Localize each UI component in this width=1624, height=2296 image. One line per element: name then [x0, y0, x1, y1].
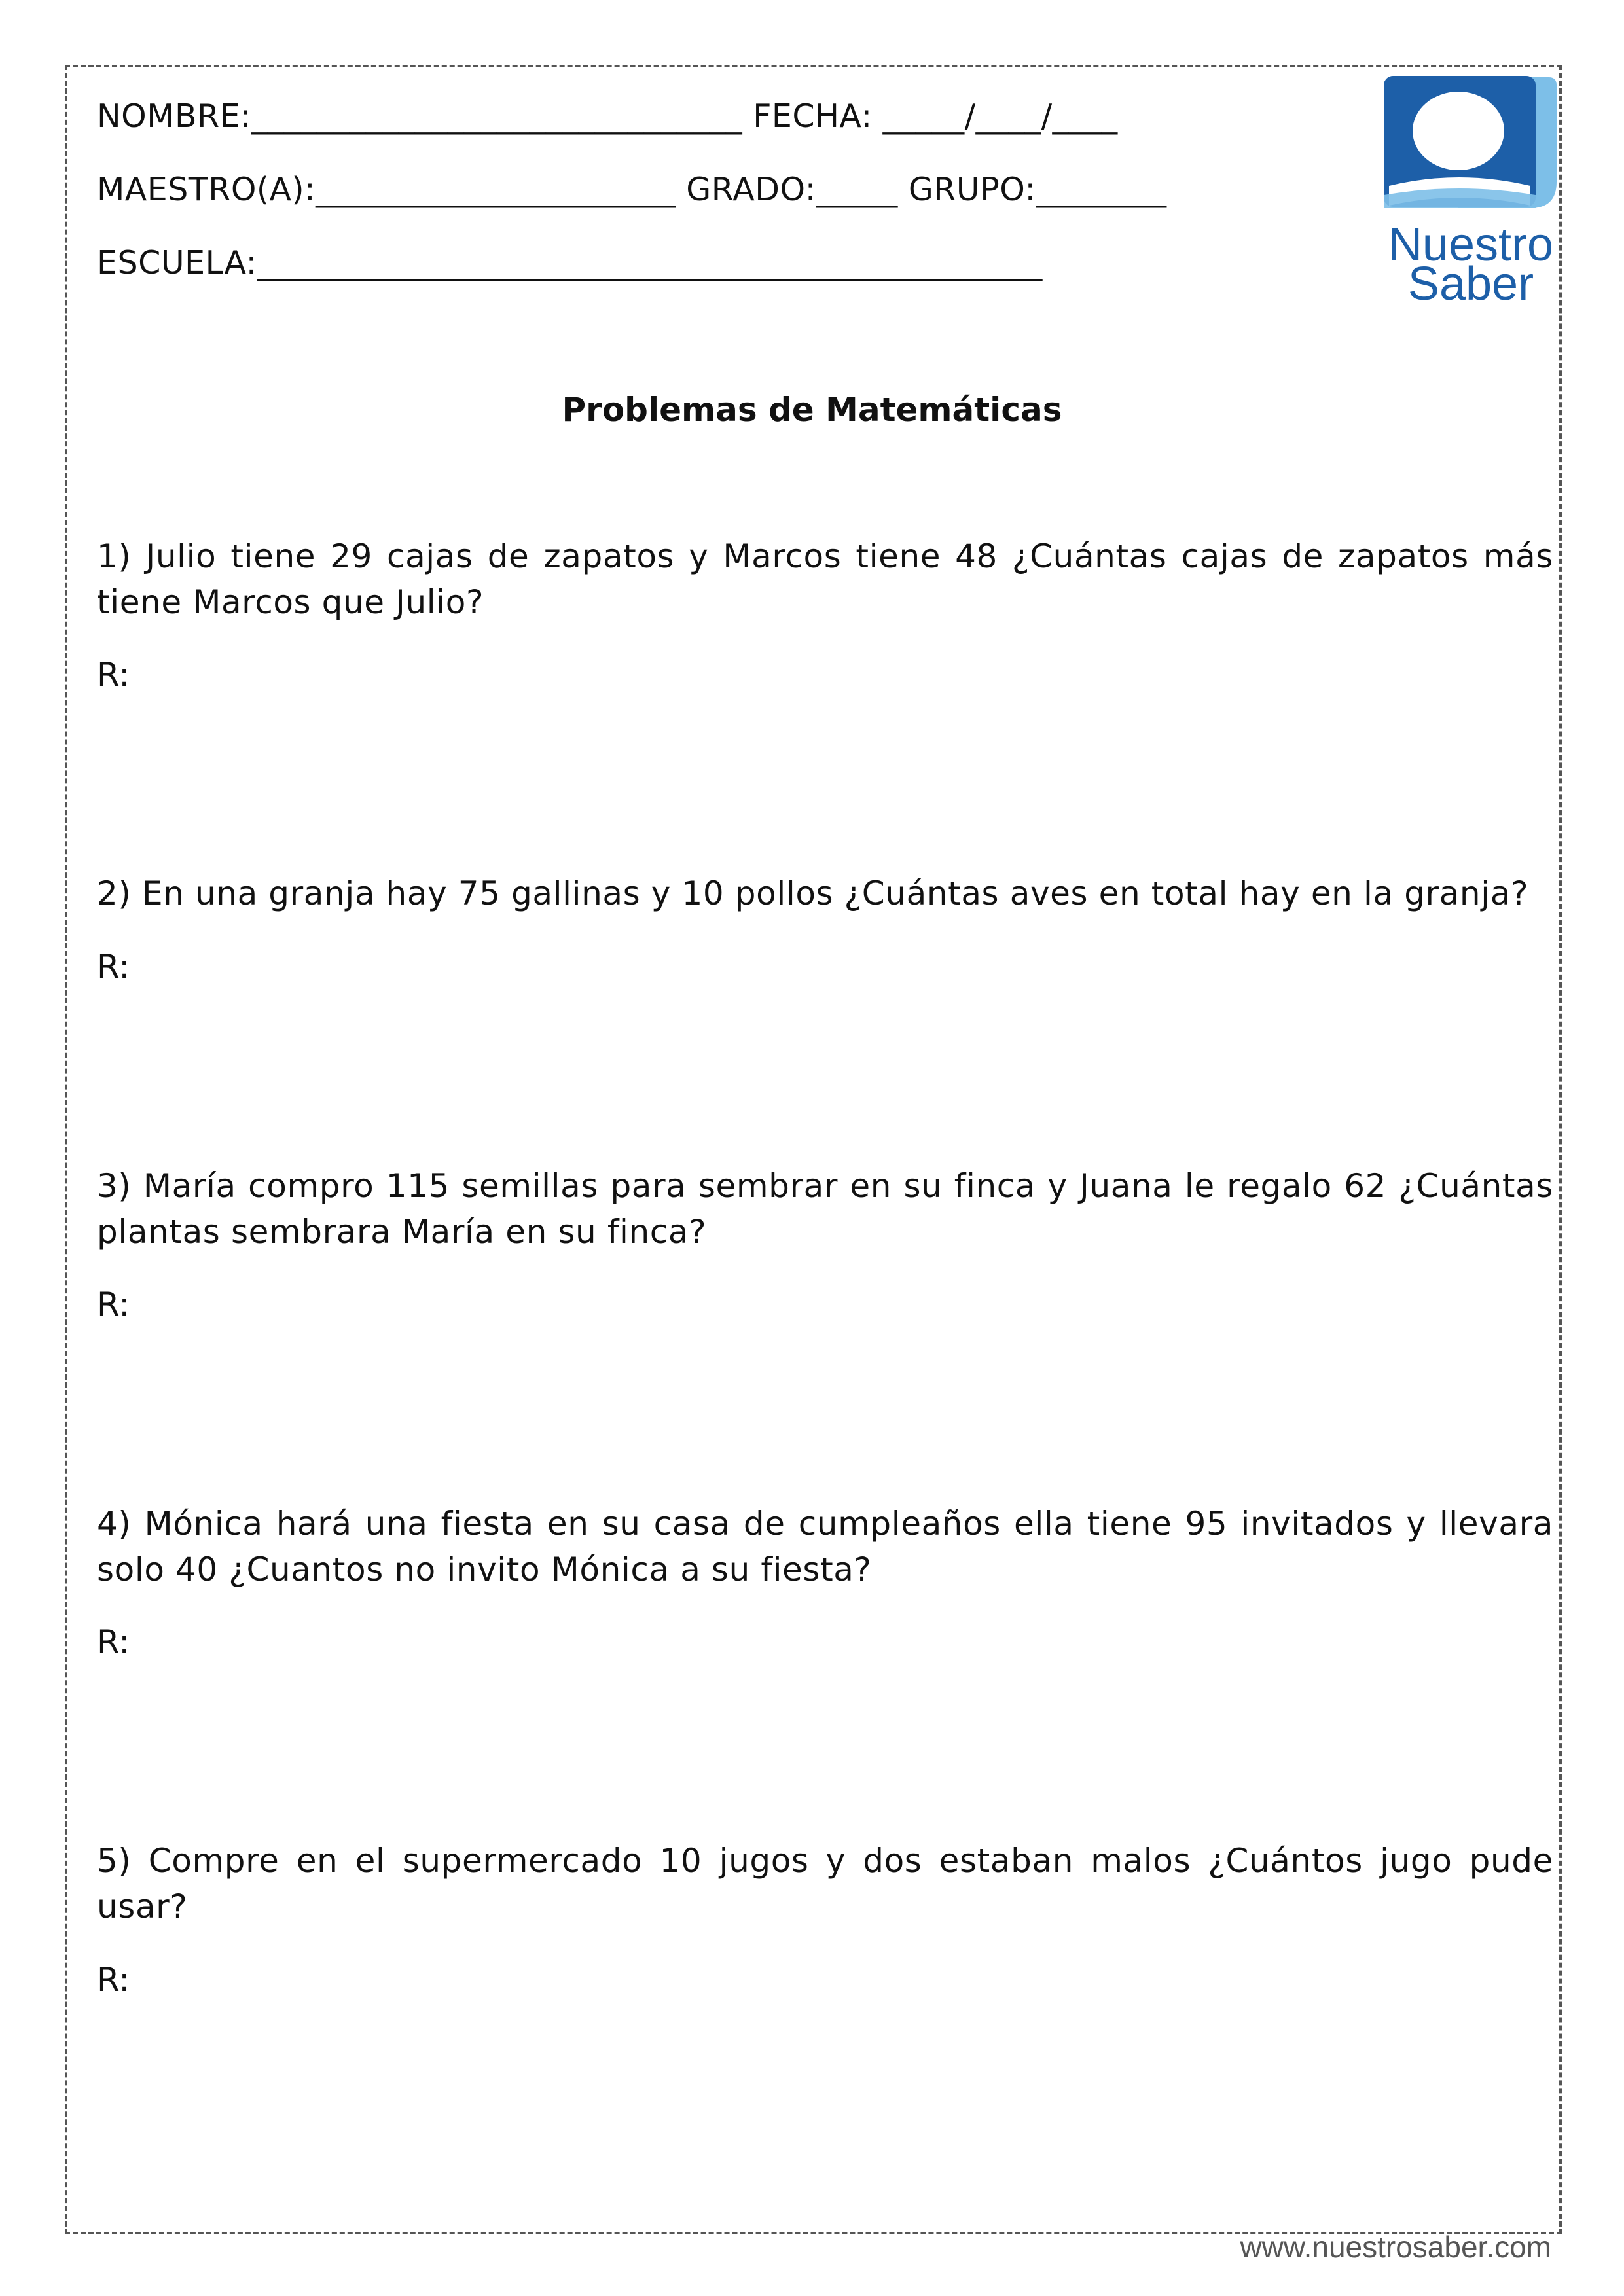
problem-2-text: 2) En una granja hay 75 gallinas y 10 pollos ¿Cuántas aves en total hay en la granja? [97, 874, 1529, 912]
problem-1-text: 1) Julio tiene 29 cajas de zapatos y Marcos tiene 48 ¿Cuántas cajas de zapatos más tiene Marcos que Julio? [97, 537, 1553, 621]
problem-5-text: 5) Compre en el supermercado 10 jugos y dos estaban malos ¿Cuántos jugo pude usar? [97, 1842, 1553, 1926]
problem-2-answer-label: R: [97, 948, 130, 986]
logo-text-saber: Saber [1407, 258, 1534, 310]
footer-url: www.nuestrosaber.com [1240, 2230, 1551, 2264]
logo-text-nuestro: Nuestro [1388, 219, 1554, 271]
maestro-grado-grupo-line: MAESTRO(A):______________________ GRADO:_____ GRUPO:________ [97, 171, 1167, 208]
problem-4-text: 4) Mónica hará una fiesta en su casa de cumpleaños ella tiene 95 invitados y llevara solo 40 ¿Cuantos no invito Mónica a su fiesta? [97, 1505, 1553, 1588]
problem-3-answer-label: R: [97, 1285, 130, 1323]
problem-1-answer-label: R: [97, 656, 130, 694]
nuestro-saber-logo [1380, 71, 1562, 313]
escuela-line: ESCUELA:________________________________________________ [97, 244, 1043, 281]
page-title: Problemas de Matemáticas [562, 391, 1062, 429]
nombre-fecha-line: NOMBRE:______________________________ FECHA: _____/____/____ [97, 98, 1118, 135]
problem-5-answer-label: R: [97, 1961, 130, 1999]
problem-3-text: 3) María compro 115 semillas para sembrar en su finca y Juana le regalo 62 ¿Cuántas plantas sembrara María en su finca? [97, 1167, 1553, 1251]
problem-4-answer-label: R: [97, 1623, 130, 1661]
